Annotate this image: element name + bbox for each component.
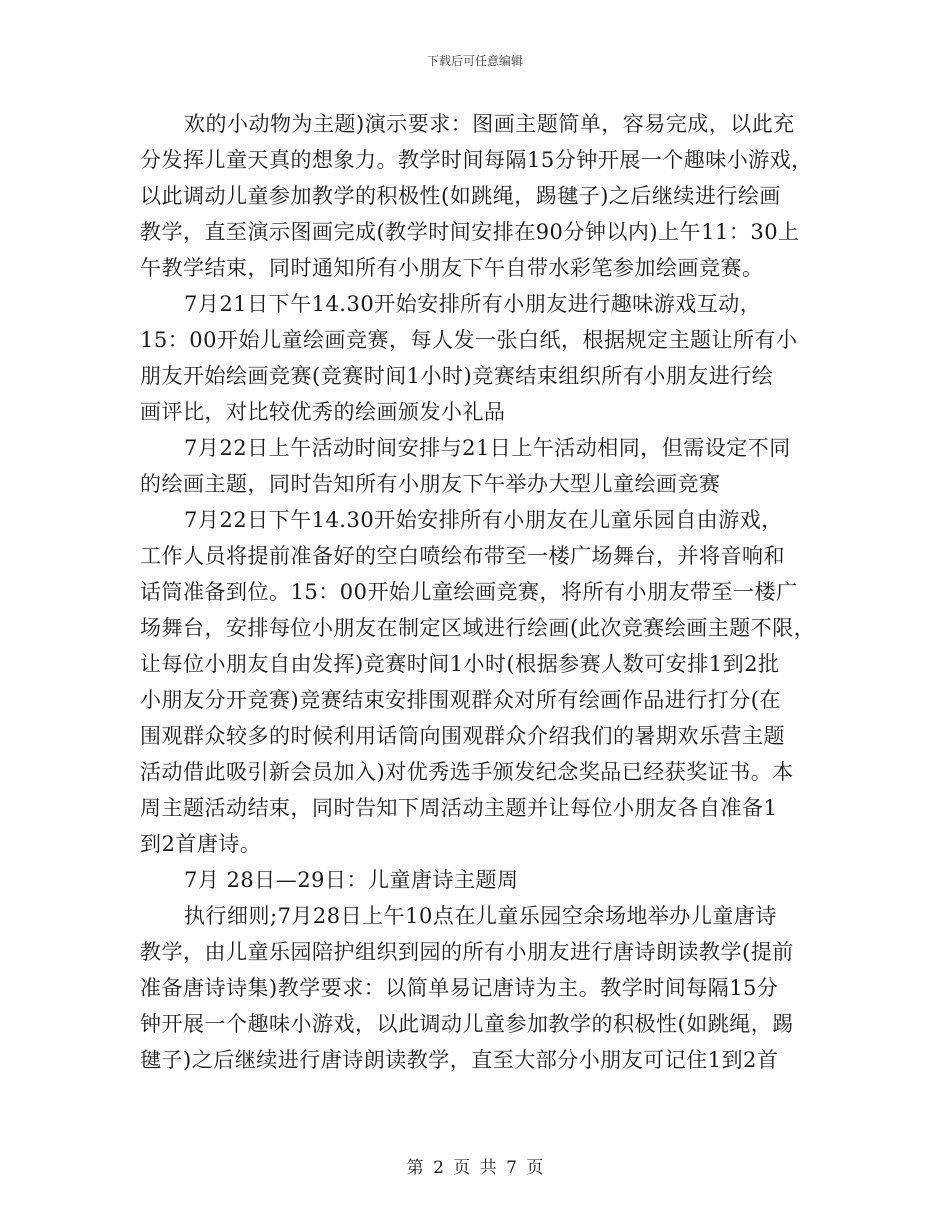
- text-line: 教学，由儿童乐园陪护组织到园的所有小朋友进行唐诗朗读教学(提前: [140, 940, 794, 964]
- text-line: 教学，直至演示图画完成(教学时间安排在90分钟以内)上午11：30上: [140, 220, 800, 244]
- text-line: 午教学结束，同时通知所有小朋友下午自带水彩笔参加绘画竞赛。: [140, 256, 764, 280]
- page-header: 下载后可任意编辑: [426, 54, 523, 68]
- text-line: 执行细则;7月28日上午10点在儿童乐园空余场地举办儿童唐诗: [184, 904, 777, 928]
- text-line: 7月21日下午14.30开始安排所有小朋友进行趣味游戏互动，: [184, 292, 762, 316]
- text-line: 毽子)之后继续进行唐诗朗读教学，直至大部分小朋友可记住1到2首: [140, 1048, 779, 1072]
- text-line: 活动借此吸引新会员加入)对优秀选手颁发纪念奖品已经获奖证书。本: [140, 760, 794, 784]
- text-line: 周主题活动结束，同时告知下周活动主题并让每位小朋友各自准备1: [140, 796, 778, 820]
- document-body: [140, 106, 816, 1078]
- text-line: 分发挥儿童天真的想象力。教学时间每隔15分钟开展一个趣味小游戏，: [140, 148, 813, 172]
- text-line: 场舞台，安排每位小朋友在制定区域进行绘画(此次竞赛绘画主题不限，: [140, 616, 816, 640]
- text-line: 7月22日下午14.30开始安排所有小朋友在儿童乐园自由游戏，: [184, 508, 783, 532]
- text-line: 准备唐诗诗集)教学要求：以简单易记唐诗为主。教学时间每隔15分: [140, 976, 779, 1000]
- text-line: 欢的小动物为主题)演示要求：图画主题简单，容易完成，以此充: [184, 112, 795, 136]
- text-line: 7月 28日—29日：儿童唐诗主题周: [184, 868, 519, 892]
- text-line: 小朋友分开竞赛)竞赛结束安排围观群众对所有绘画作品进行打分(在: [140, 688, 781, 712]
- text-line: 话筒准备到位。15：00开始儿童绘画竞赛，将所有小朋友带至一楼广: [140, 580, 798, 604]
- text-line: 的绘画主题，同时告知所有小朋友下午举办大型儿童绘画竞赛: [140, 472, 721, 496]
- text-line: 钟开展一个趣味小游戏，以此调动儿童参加教学的积极性(如跳绳，踢: [140, 1012, 794, 1036]
- text-line: 让每位小朋友自由发挥)竞赛时间1小时(根据参赛人数可安排1到2批: [140, 652, 780, 676]
- text-line: 以此调动儿童参加教学的积极性(如跳绳，踢毽子)之后继续进行绘画: [140, 184, 781, 208]
- text-line: 15：00开始儿童绘画竞赛，每人发一张白纸，根据规定主题让所有小: [140, 328, 798, 352]
- page-number-footer: 第 2 页 共 7 页: [406, 1158, 544, 1178]
- text-line: 朋友开始绘画竞赛(竞赛时间1小时)竞赛结束组织所有小朋友进行绘: [140, 364, 774, 388]
- text-line: 画评比，对比较优秀的绘画颁发小礼品: [140, 400, 506, 424]
- text-line: 到2首唐诗。: [140, 832, 262, 856]
- text-line: 围观群众较多的时候利用话筒向围观群众介绍我们的暑期欢乐营主题: [140, 724, 785, 748]
- text-line: 工作人员将提前准备好的空白喷绘布带至一楼广场舞台，并将音响和: [140, 544, 785, 568]
- text-line: 7月22日上午活动时间安排与21日上午活动相同，但需设定不同: [184, 436, 791, 460]
